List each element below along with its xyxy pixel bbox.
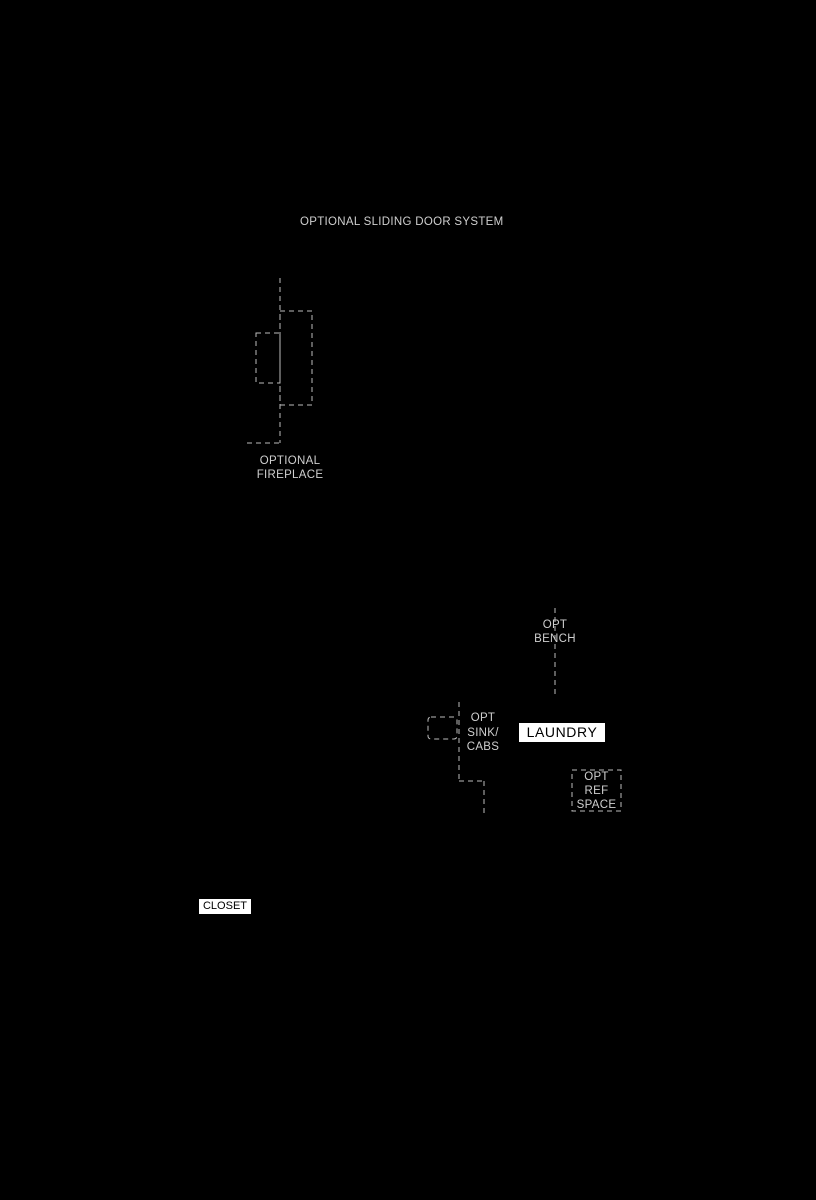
fireplace-label-line: FIREPLACE <box>256 469 324 481</box>
ref-space-label-line: OPT <box>584 771 609 783</box>
bench-label-line: BENCH <box>534 633 576 645</box>
fireplace-label-line: OPTIONAL <box>259 455 321 467</box>
bench-label-line: OPT <box>542 619 568 631</box>
sliding-door-label <box>300 215 504 229</box>
fireplace-label <box>250 454 330 482</box>
sink-cabs-label-line: SINK/ <box>467 726 499 739</box>
optional-fireplace-outline <box>247 278 312 443</box>
closet-room-tag: CLOSET <box>199 899 251 914</box>
ref-space-label-line: REF <box>584 785 609 797</box>
sink-cabs-label-line: OPT <box>470 712 496 724</box>
laundry-room-tag: LAUNDRY <box>519 723 605 742</box>
sliding-door-label-text: OPTIONAL SLIDING DOOR SYSTEM <box>300 216 504 228</box>
ref-space-label <box>572 770 621 812</box>
sink-cabs-label-line: CABS <box>466 741 500 753</box>
bench-label <box>525 618 585 646</box>
sink-cabs-label <box>459 711 507 755</box>
ref-space-label-line: SPACE <box>576 799 617 811</box>
